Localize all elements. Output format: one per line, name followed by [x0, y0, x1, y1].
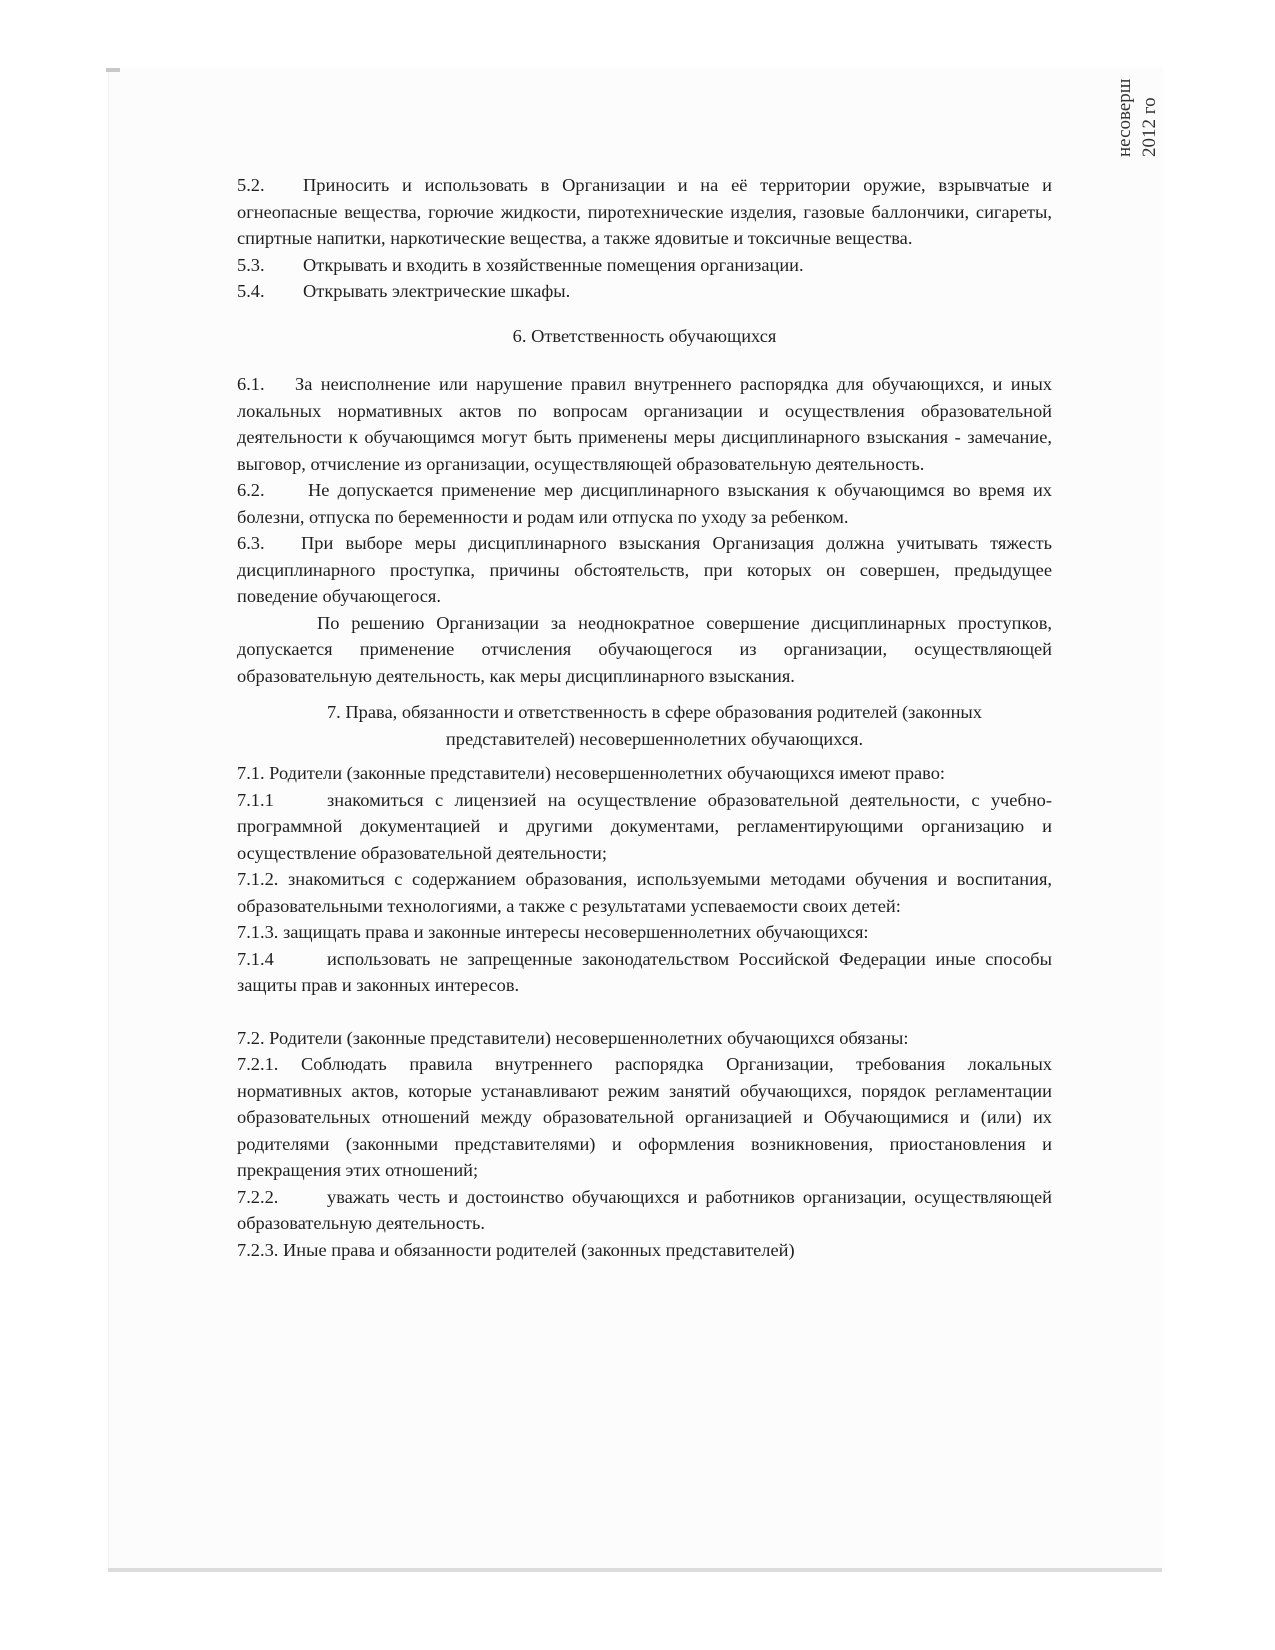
clause-number: 7.1.1	[237, 789, 274, 810]
clause-5-3	[237, 252, 1052, 279]
document-body	[237, 172, 1052, 1263]
clause-6-2	[237, 477, 1052, 530]
clause-7-1-3	[237, 919, 1052, 946]
section-7-heading	[237, 699, 1052, 752]
spacer	[237, 999, 1052, 1025]
scan-edge	[108, 1568, 1162, 1572]
clause-7-2-1	[237, 1051, 1052, 1184]
clause-text: знакомиться с лицензией на осуществление образовательной деятельности, с учебно-программной документацией и другими документами, регламентирующими организацию и осуществление образовательной деятельности;	[237, 789, 1052, 863]
clause-number: 7.2.1.	[237, 1054, 279, 1074]
clause-number: 6.2.	[237, 480, 265, 500]
clause-number: 7.1.2.	[237, 869, 279, 889]
clause-7-1-1	[237, 787, 1052, 867]
clause-text: Соблюдать правила внутреннего распорядка Организации, требования локальных нормативных актов, которые устанавливают режим занятий обучающихся, порядок регламентации образовательных отношений между образовательной организацией и Обучающимися и (или) их родителями (законными представителями) и оформления возникновения, приостановления и прекращения этих отношений;	[237, 1054, 1052, 1180]
section-6-paragraph: По решению Организации за неоднократное совершение дисциплинарных проступков, допускается применение отчисления обучающегося из организации, осуществляющей образовательную деятельность, как меры дисциплинарного взыскания.	[237, 612, 1052, 686]
clause-number: 5.4.	[237, 281, 265, 301]
clause-text: знакомиться с содержанием образования, используемыми методами обучения и воспитания, образовательными технологиями, а также с результатами успеваемости своих детей:	[237, 869, 1052, 916]
clause-number: 6.1.	[237, 374, 265, 394]
clause-7-1-4	[237, 946, 1052, 999]
clause-7-2-2	[237, 1184, 1052, 1237]
section-7-heading-line-2: представителей) несовершеннолетних обучающихся.	[445, 728, 864, 749]
clause-5-4	[237, 278, 1052, 305]
side-note-line-1: несоверш	[1114, 78, 1135, 157]
duties-intro: 7.2. Родители (законные представители) несовершеннолетних обучающихся обязаны:	[237, 1027, 909, 1048]
clause-text: При выборе меры дисциплинарного взыскания Организация должна учитывать тяжесть дисциплинарного проступка, причины обстоятельств, при которых он совершен, предыдущее поведение обучающегося.	[237, 533, 1052, 606]
rights-intro: 7.1. Родители (законные представители) несовершеннолетних обучающихся имеют право:	[237, 763, 946, 783]
clause-number: 7.2.3.	[237, 1239, 279, 1260]
scan-mark	[106, 68, 120, 72]
clause-text: Приносить и использовать в Организации и на её территории оружие, взрывчатые и огнеопасные вещества, горючие жидкости, пиротехнические изделия, газовые баллончики, сигареты, спиртные напитки, наркотические вещества, а также ядовитые и токсичные вещества.	[237, 175, 1052, 248]
clause-number: 7.2.2.	[237, 1186, 279, 1207]
section-7-heading-line-1: 7. Права, обязанности и ответственность в сфере образования родителей (законных	[326, 702, 982, 722]
clause-text: Иные права и обязанности родителей (законных представителей)	[283, 1239, 795, 1260]
clause-number: 7.1.4	[237, 948, 274, 969]
clause-text: защищать права и законные интересы несовершеннолетних обучающихся:	[283, 922, 869, 942]
clause-text: уважать честь и достоинство обучающихся и работников организации, осуществляющей образовательную деятельность.	[237, 1186, 1052, 1233]
clause-7-2-3	[237, 1237, 1052, 1264]
clause-text: Открывать электрические шкафы.	[303, 281, 571, 301]
clause-number: 5.2.	[237, 175, 265, 195]
side-note	[1110, 62, 1200, 162]
clause-text: Открывать и входить в хозяйственные помещения организации.	[303, 254, 804, 275]
clause-7-1-2	[237, 866, 1052, 919]
clause-number: 7.1.3.	[237, 922, 279, 942]
clause-6-3	[237, 530, 1052, 610]
clause-text: Не допускается применение мер дисциплинарного взыскания к обучающимся во время их болезни, отпуска по беременности и родам или отпуска по уходу за ребенком.	[237, 480, 1052, 527]
clause-text: За неисполнение или нарушение правил внутреннего распорядка для обучающихся, и иных локальных нормативных актов по вопросам организации и осуществления образовательной деятельности к обучающимся могут быть применены меры дисциплинарного взыскания - замечание, выговор, отчисление из организации, осуществляющей образовательную деятельность.	[237, 374, 1052, 474]
clause-6-1	[237, 371, 1052, 477]
clause-number: 6.3.	[237, 533, 265, 553]
clause-text: использовать не запрещенные законодательством Российской Федерации иные способы защиты прав и законных интересов.	[237, 948, 1052, 995]
section-6-heading: 6. Ответственность обучающихся	[512, 325, 777, 346]
clause-5-2	[237, 172, 1052, 252]
side-note-line-2: 2012 го	[1139, 97, 1160, 157]
clause-number: 5.3.	[237, 254, 265, 275]
